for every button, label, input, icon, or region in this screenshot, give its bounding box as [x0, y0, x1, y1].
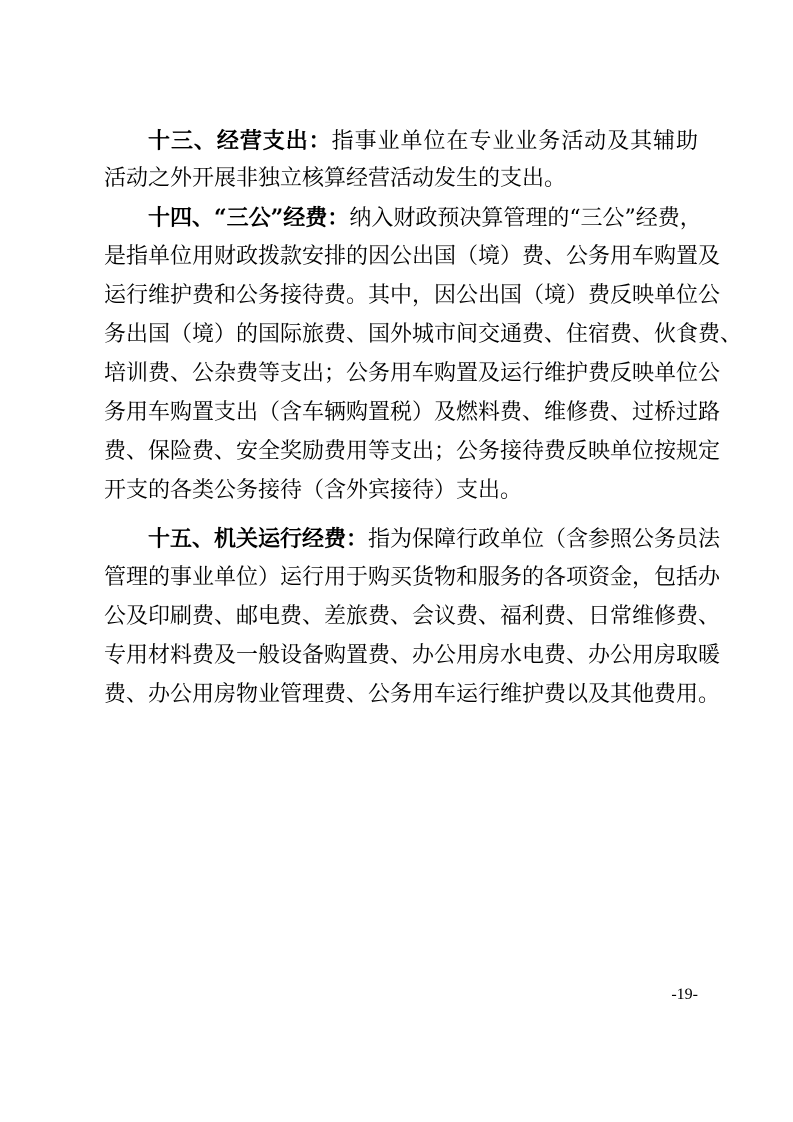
paragraph-14-line-8: 开支的各类公务接待（含外宾接待）支出。	[104, 478, 523, 503]
paragraph-15-line-3: 公及印刷费、邮电费、差旅费、会议费、福利费、日常维修费、	[104, 604, 721, 629]
paragraph-14-line-2: 是指单位用财政拨款安排的因公出国（境）费、公务用车购置及	[104, 244, 721, 269]
paragraph-14-line-3: 运行维护费和公务接待费。其中，因公出国（境）费反映单位公	[104, 283, 721, 308]
paragraph-15-line-1	[148, 524, 721, 554]
paragraph-14-text: 纳入财政预决算管理的“三公”经费，	[349, 206, 702, 231]
paragraph-13-text: 指事业单位在专业业务活动及其辅助	[331, 129, 698, 154]
paragraph-15-line-2: 管理的事业单位）运行用于购买货物和服务的各项资金，包括办	[104, 565, 721, 590]
paragraph-14-heading: 十四、“三公”经费：	[148, 205, 350, 231]
paragraph-14-line-5: 培训费、公杂费等支出；公务用车购置及运行维护费反映单位公	[104, 361, 721, 386]
paragraph-14-line-6: 务用车购置支出（含车辆购置税）及燃料费、维修费、过桥过路	[104, 400, 721, 425]
paragraph-15-heading: 十五、机关运行经费：	[148, 526, 369, 552]
paragraph-15-line-5: 费、办公用房物业管理费、公务用车运行维护费以及其他费用。	[104, 682, 721, 707]
page-number: -19-	[671, 986, 698, 1003]
paragraph-13-line-1	[148, 126, 698, 156]
paragraph-13-line-2: 活动之外开展非独立核算经营活动发生的支出。	[104, 166, 567, 191]
paragraph-14-line-1	[148, 203, 702, 233]
paragraph-15-line-4: 专用材料费及一般设备购置费、办公用房水电费、办公用房取暖	[104, 643, 721, 668]
paragraph-15-text: 指为保障行政单位（含参照公务员法	[368, 527, 721, 552]
paragraph-13-heading: 十三、经营支出：	[148, 128, 332, 154]
paragraph-14-line-4: 务出国（境）的国际旅费、国外城市间交通费、住宿费、伙食费、	[104, 322, 743, 347]
paragraph-14-line-7: 费、保险费、安全奖励费用等支出；公务接待费反映单位按规定	[104, 439, 721, 464]
